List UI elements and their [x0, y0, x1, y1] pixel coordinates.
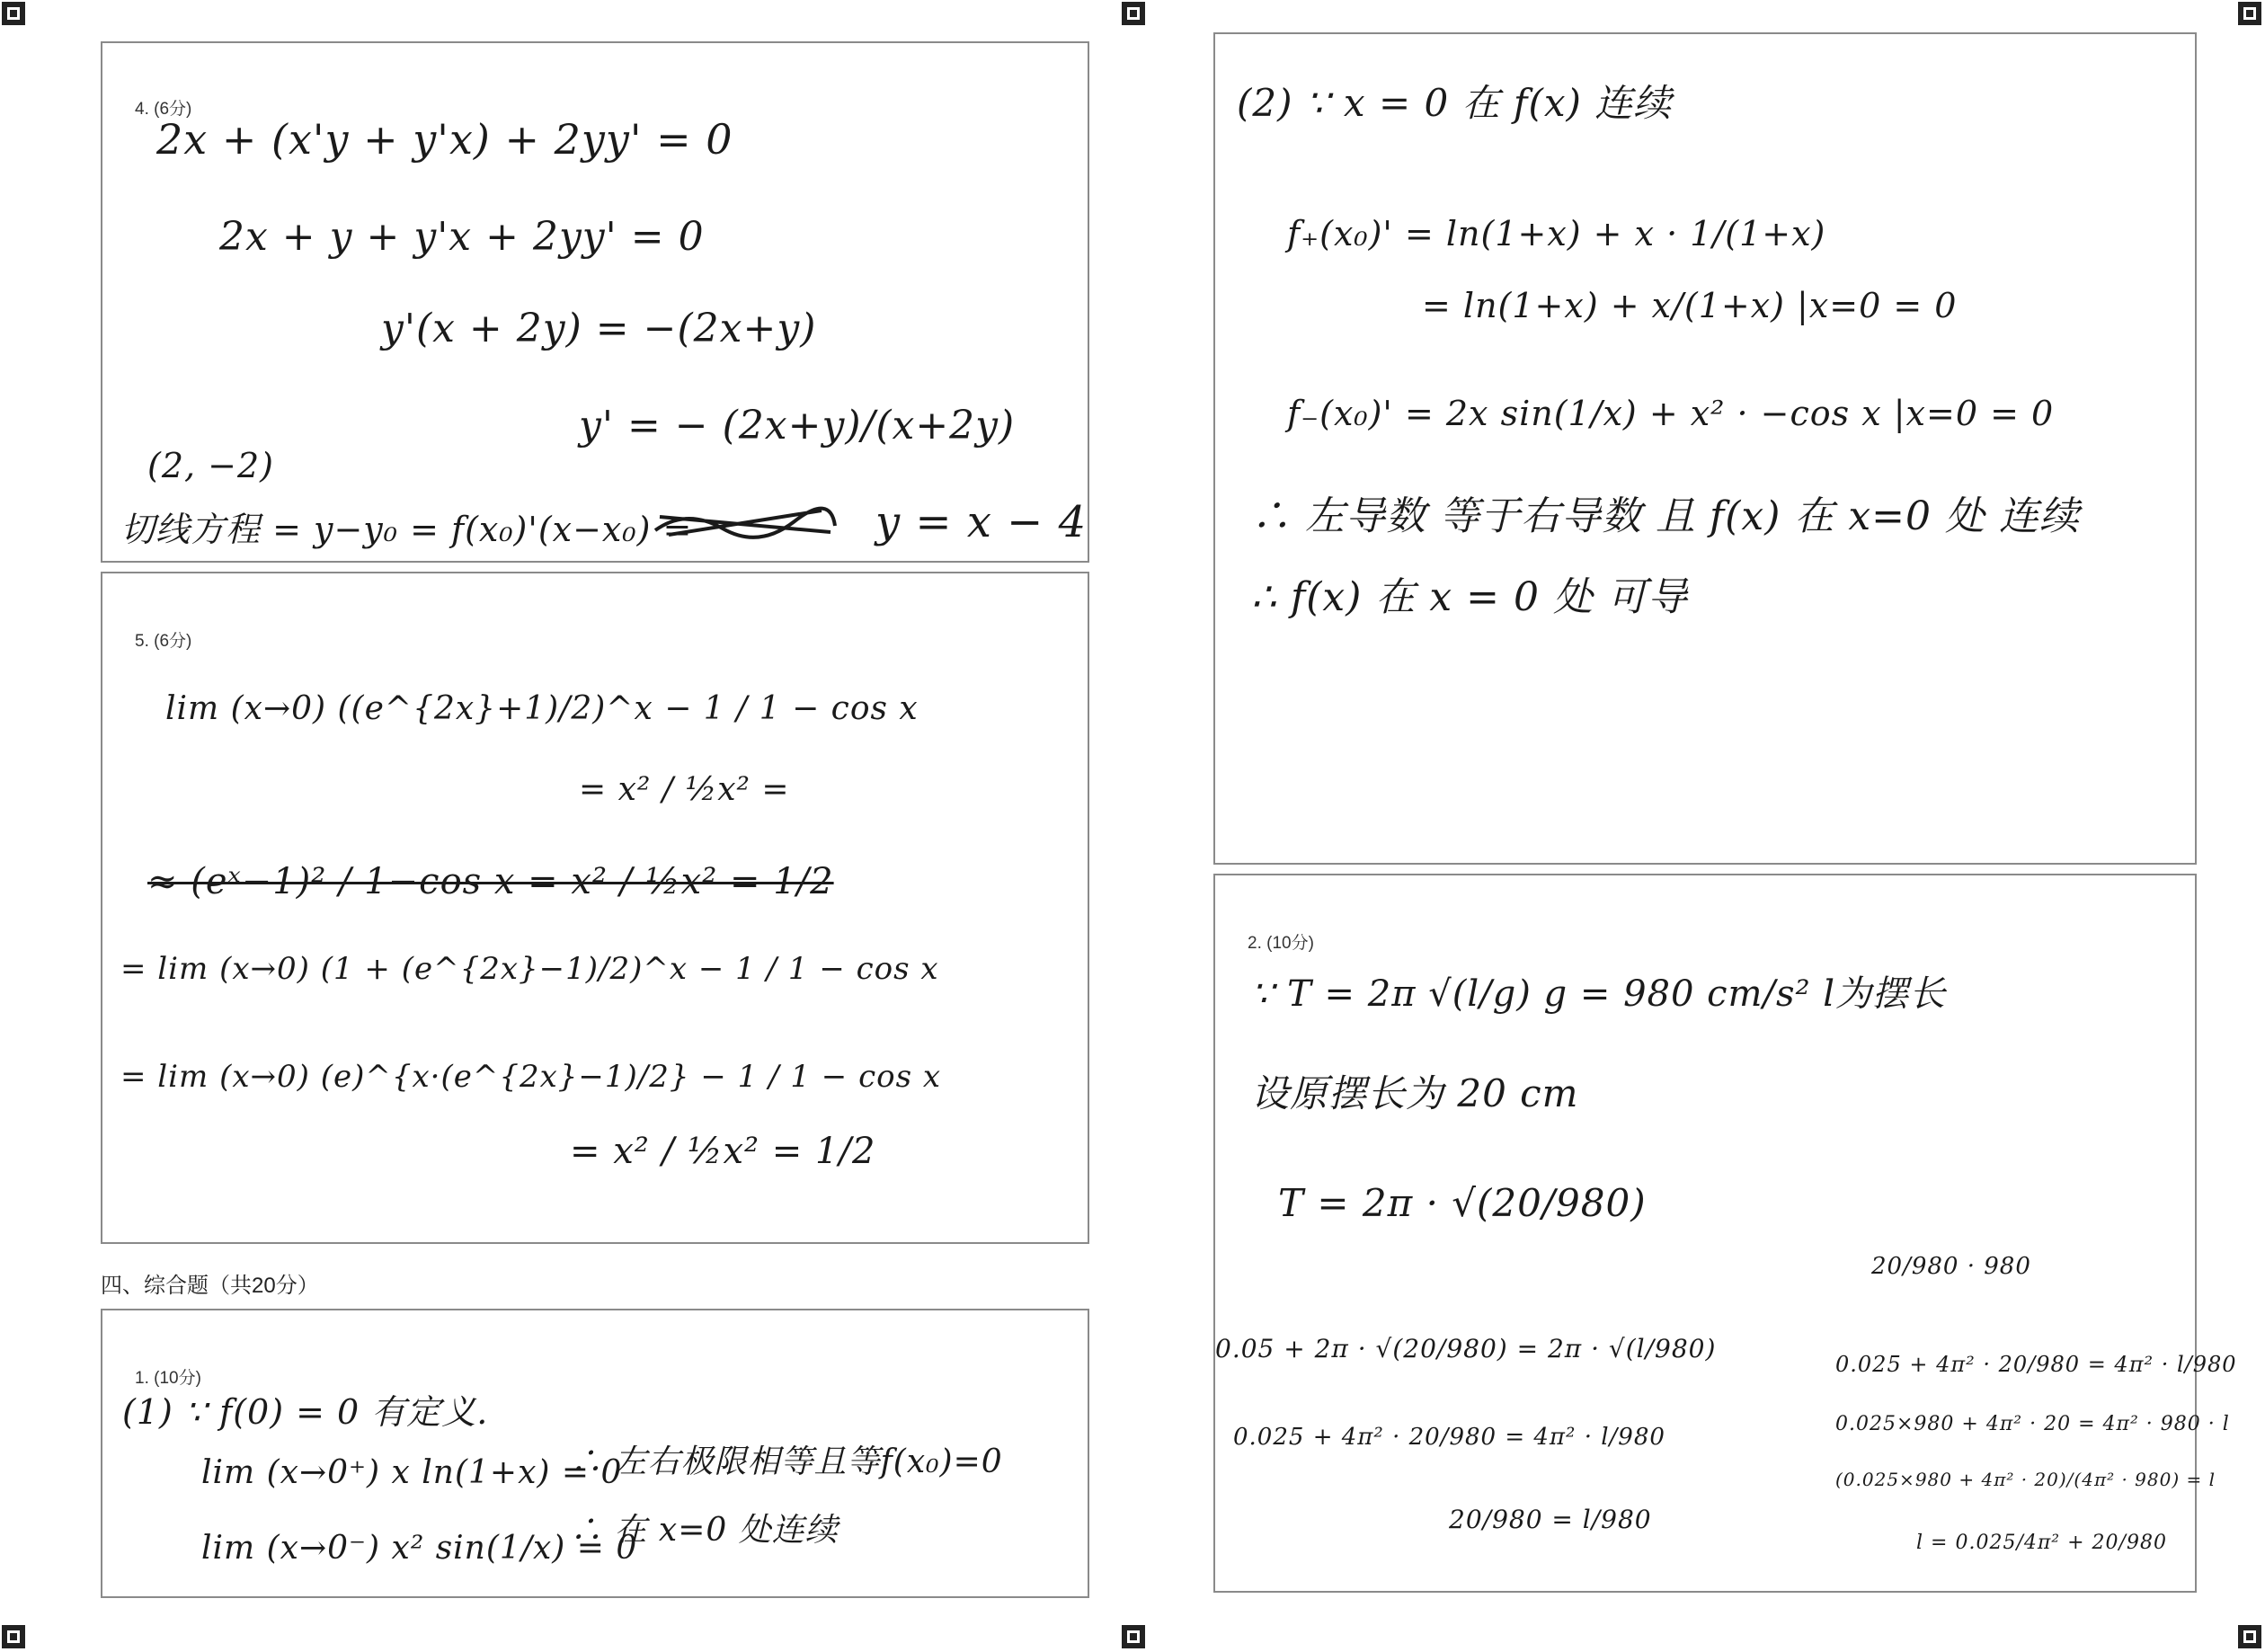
- handwritten-line: (1) ∵ f(0) = 0 有定义.: [122, 1392, 489, 1432]
- answer-box-q5: [101, 572, 1089, 1244]
- handwritten-line: y'(x + 2y) = −(2x+y): [381, 306, 817, 351]
- handwritten-line: ∴ 在 x=0 处连续: [570, 1512, 839, 1549]
- handwritten-line: ∴ 左导数 等于右导数 且 f(x) 在 x=0 处 连续: [1251, 493, 2080, 539]
- handwritten-line: = ln(1+x) + x/(1+x) |x=0 = 0: [1422, 286, 1958, 325]
- question-label: 2. (10分): [1248, 934, 1314, 953]
- handwritten-line: lim (x→0⁻) x² sin(1/x) = 0: [201, 1530, 638, 1567]
- answer-box-c1: [101, 1309, 1089, 1598]
- handwritten-line: 切线方程 = y−y₀ = f(x₀)'(x−x₀) =: [120, 510, 693, 549]
- handwritten-line: y' = − (2x+y)/(x+2y): [579, 403, 1016, 449]
- answer-box-c2: [1213, 874, 2237, 1593]
- handwritten-line: 0.025 + 4π² · 20/980 = 4π² · l/980: [1835, 1352, 2237, 1377]
- handwritten-line: (0.025×980 + 4π² · 20)/(4π² · 980) = l: [1835, 1469, 2216, 1490]
- handwritten-line: lim (x→0) ((e^{2x}+1)/2)^x − 1 / 1 − cos x: [165, 690, 919, 727]
- left-page: [0, 0, 1132, 1652]
- handwritten-line: (2, −2): [147, 446, 275, 485]
- handwritten-line: = x² / ½x² =: [579, 771, 790, 808]
- handwritten-line: 20/980 · 980: [1871, 1253, 2031, 1280]
- handwritten-line: (2) ∵ x = 0 在 f(x) 连续: [1237, 81, 1673, 125]
- handwritten-line: 0.025 + 4π² · 20/980 = 4π² · l/980: [1233, 1424, 1665, 1451]
- handwritten-line: = lim (x→0) (e)^{x·(e^{2x}−1)/2} − 1 / 1 − cos x: [120, 1059, 942, 1095]
- handwritten-line: ∵ T = 2π √(l/g) g = 980 cm/s² l为摆长: [1251, 973, 1947, 1015]
- handwritten-line: 2x + (x'y + y'x) + 2yy' = 0: [156, 115, 733, 164]
- right-page: [1132, 0, 2265, 1652]
- handwritten-line: f₋(x₀)' = 2x sin(1/x) + x² · −cos x |x=0 = 0: [1287, 394, 2055, 433]
- handwritten-line: y = x − 4: [875, 497, 1088, 547]
- handwritten-line: 设原摆长为 20 cm: [1251, 1071, 1579, 1115]
- handwritten-line: 2x + y + y'x + 2yy' = 0: [219, 214, 705, 260]
- handwritten-line: 20/980 = l/980: [1449, 1505, 1652, 1534]
- question-label: 1. (10分): [135, 1369, 201, 1388]
- handwritten-line: ∴ f(x) 在 x = 0 处 可导: [1251, 574, 1689, 620]
- question-label: 4. (6分): [135, 100, 192, 119]
- handwritten-line: lim (x→0⁺) x ln(1+x) = 0: [201, 1454, 623, 1491]
- question-label: 5. (6分): [135, 632, 192, 651]
- handwritten-line: 0.025×980 + 4π² · 20 = 4π² · 980 · l: [1835, 1413, 2230, 1435]
- section-title: 四、综合题（共20分）: [101, 1274, 319, 1298]
- handwritten-line: ∴ 左右极限相等且等f(x₀)=0: [570, 1443, 1003, 1480]
- handwritten-line: 0.05 + 2π · √(20/980) = 2π · √(l/980): [1215, 1334, 1717, 1363]
- handwritten-line: f₊(x₀)' = ln(1+x) + x · 1/(1+x): [1287, 214, 1826, 253]
- handwritten-line: = lim (x→0) (1 + (e^{2x}−1)/2)^x − 1 / 1 − cos x: [120, 951, 939, 987]
- crossed-out-line: ≈ (eˣ−1)² / 1−cos x = x² / ½x² = 1/2: [147, 861, 834, 902]
- answer-box-q4: [101, 41, 1089, 563]
- handwritten-line: l = 0.025/4π² + 20/980: [1916, 1532, 2167, 1554]
- answer-box-c1-part2: [1213, 32, 2197, 865]
- scribble-icon: [651, 503, 839, 539]
- handwritten-line: = x² / ½x² = 1/2: [570, 1131, 876, 1172]
- handwritten-line: T = 2π · √(20/980): [1278, 1181, 1647, 1225]
